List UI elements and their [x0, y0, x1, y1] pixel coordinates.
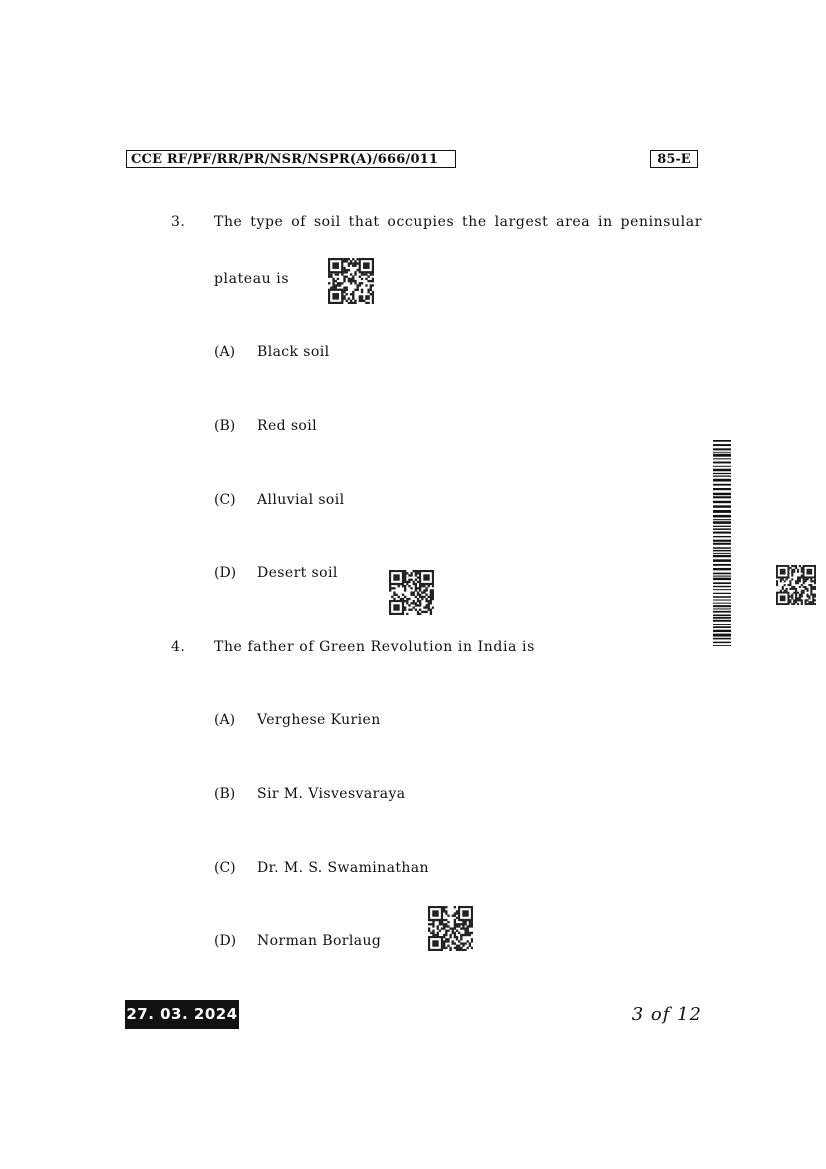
page-number: 3 of 12 — [631, 1004, 702, 1025]
exam-date: 27. 03. 2024 — [125, 1000, 239, 1029]
paper-code: 85-E — [650, 150, 698, 168]
question-3-text-line1: The type of soil that occupies the largest area in peninsular — [214, 214, 702, 230]
q4-option-b-label: (B) — [214, 786, 236, 802]
q3-option-d-label: (D) — [214, 565, 237, 581]
qr-code-icon — [328, 258, 374, 304]
question-3-text-line2: plateau is — [214, 271, 290, 287]
q4-option-c-text: Dr. M. S. Swaminathan — [257, 860, 429, 876]
q4-option-b-text: Sir M. Visvesvaraya — [257, 786, 406, 802]
qr-code-icon — [428, 906, 473, 951]
q3-option-c-label: (C) — [214, 492, 236, 508]
q3-option-d-text: Desert soil — [257, 565, 338, 581]
q4-option-a-label: (A) — [214, 712, 236, 728]
q4-option-a-text: Verghese Kurien — [257, 712, 381, 728]
question-4-text: The father of Green Revolution in India is — [214, 639, 535, 655]
q4-option-d-label: (D) — [214, 933, 237, 949]
qr-code-icon — [776, 565, 816, 605]
q3-option-a-label: (A) — [214, 344, 236, 360]
q4-option-c-label: (C) — [214, 860, 236, 876]
q3-option-b-label: (B) — [214, 418, 236, 434]
q3-option-b-text: Red soil — [257, 418, 318, 434]
q3-option-a-text: Black soil — [257, 344, 330, 360]
qr-code-icon — [389, 570, 434, 615]
question-3-number: 3. — [171, 214, 186, 230]
q3-option-c-text: Alluvial soil — [257, 492, 345, 508]
exam-code: CCE RF/PF/RR/PR/NSR/NSPR(A)/666/011 — [126, 150, 456, 168]
question-4-number: 4. — [171, 639, 186, 655]
q4-option-d-text: Norman Borlaug — [257, 933, 382, 949]
barcode-icon — [713, 440, 731, 646]
